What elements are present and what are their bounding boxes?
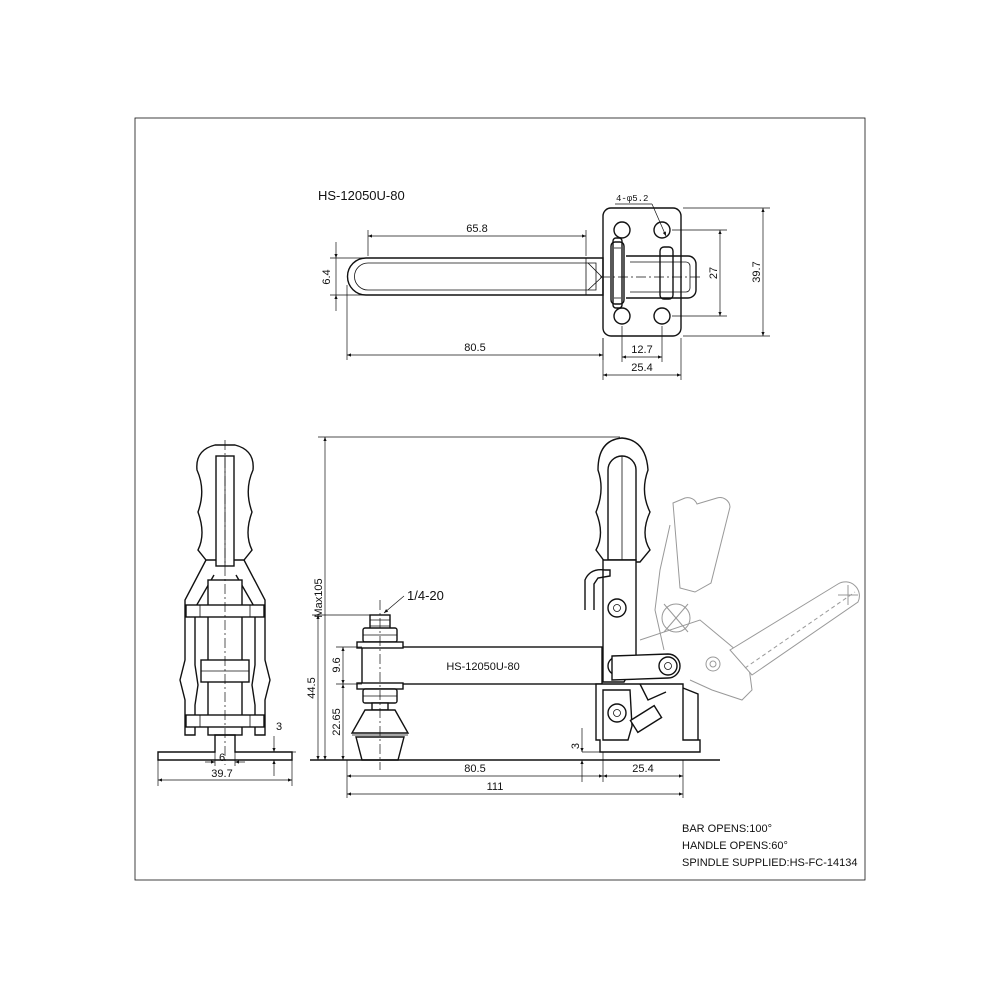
model-title: HS-12050U-80 — [318, 188, 405, 203]
dim-65-8: 65.8 — [466, 223, 488, 235]
dim-27: 27 — [708, 266, 720, 280]
dim-80-5-front: 80.5 — [464, 763, 486, 775]
dim-3-side: 3 — [276, 721, 283, 733]
dim-12-7: 12.7 — [631, 344, 653, 356]
note-spindle: SPINDLE SUPPLIED:HS-FC-14134 — [682, 857, 858, 869]
note-handle-opens: HANDLE OPENS:60° — [682, 840, 788, 852]
bar-label: HS-12050U-80 — [446, 661, 520, 673]
dim-22-65: 22.65 — [331, 708, 343, 736]
hole-spec: 4-φ5.2 — [616, 194, 649, 204]
thread-label: 1/4-20 — [407, 588, 444, 603]
drawing-frame — [135, 118, 865, 880]
dim-39-7-side: 39.7 — [211, 768, 233, 780]
dim-25-4-front: 25.4 — [632, 763, 654, 775]
dim-9-6: 9.6 — [331, 657, 343, 673]
dim-6-4: 6.4 — [321, 269, 333, 285]
dim-3-front: 3 — [570, 742, 582, 750]
top-view — [318, 188, 770, 380]
dim-80-5-top: 80.5 — [464, 342, 486, 354]
side-view — [158, 440, 296, 786]
notes — [682, 823, 857, 869]
note-bar-opens: BAR OPENS:100° — [682, 823, 772, 835]
front-view — [306, 437, 859, 798]
dim-44-5: 44.5 — [306, 677, 318, 699]
top-bar-outline — [348, 258, 603, 295]
dim-111: 111 — [486, 781, 504, 793]
dim-39-7-top: 39.7 — [751, 261, 763, 283]
dim-6: 6 — [218, 752, 226, 764]
dim-max105: Max105 — [313, 578, 325, 618]
dim-25-4-top: 25.4 — [631, 362, 653, 374]
